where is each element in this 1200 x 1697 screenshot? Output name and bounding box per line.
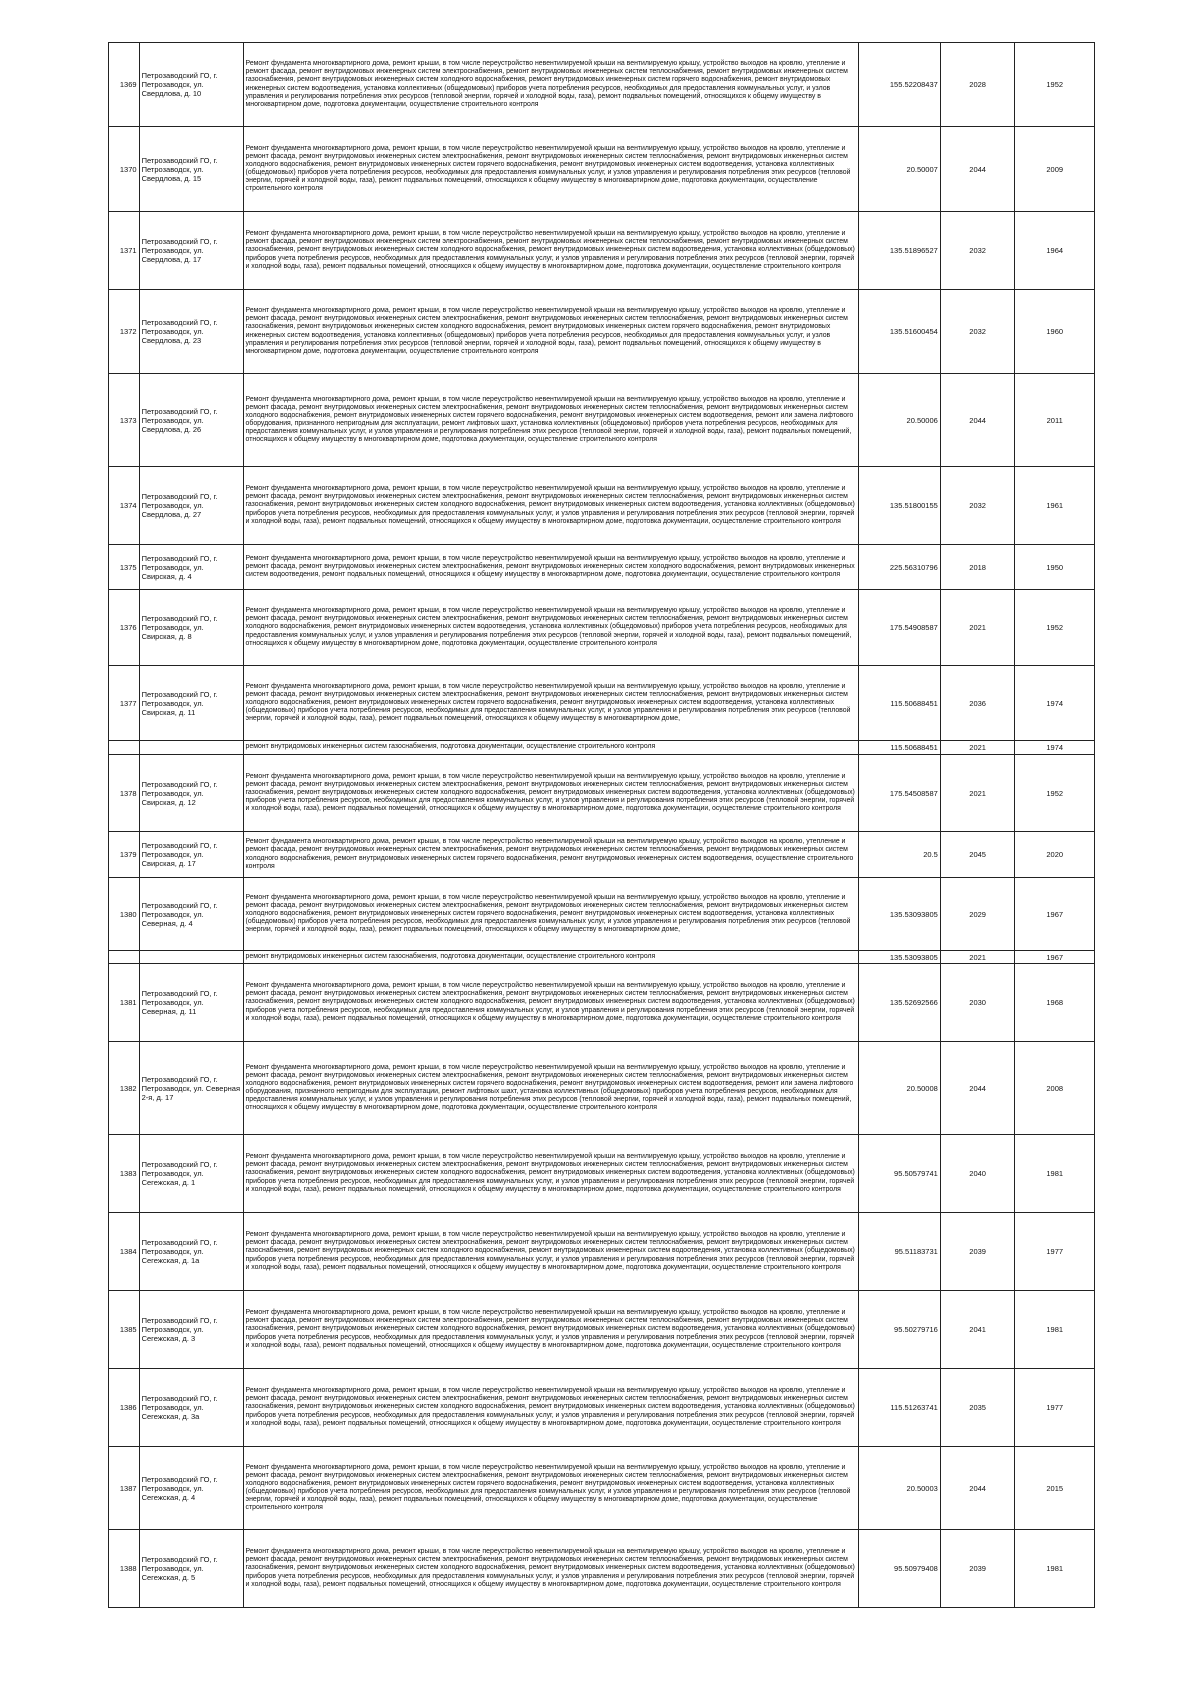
row-number: 1380 xyxy=(109,878,140,951)
table-row xyxy=(109,1135,1095,1213)
row-number: 1369 xyxy=(109,43,140,127)
work-description-cell: Ремонт фундамента многоквартирного дома, ремонт крыши, в том числе переустройство невентилируемой крыши на вентилируемую крышу, устройство выходов на кровлю, утепление и ремонт фасада, ремонт внутридомовых инженерных систем электроснабжения, ремонт внутридомовых инженерных систем теплоснабжения, ремонт внутридомовых инженерных систем газоснабжения, ремонт внутридомовых инженерных систем холодного водоснабжения, ремонт внутридомовых инженерных систем водоотведения, установка коллективных (общедомовых) приборов учета потребления ресурсов, необходимых для предоставления коммунальных услуг, и узлов управления и регулирования потребления этих ресурсов (тепловой энергии, горячей и холодной воды, газа), ремонт подвальных помещений, относящихся к общему имуществу в многоквартирном доме, подготовка документации, осуществление строительного контроля xyxy=(243,467,858,545)
address-cell: Петрозаводский ГО, г. Петрозаводск, ул. Свердлова, д. 15 xyxy=(139,127,243,212)
table-row xyxy=(109,212,1095,290)
work-description-cell: Ремонт фундамента многоквартирного дома, ремонт крыши, в том числе переустройство невентилируемой крыши на вентилируемую крышу, устройство выходов на кровлю, утепление и ремонт фасада, ремонт внутридомовых инженерных систем электроснабжения, ремонт внутридомовых инженерных систем теплоснабжения, ремонт внутридомовых инженерных систем газоснабжения, ремонт внутридомовых инженерных систем холодного водоснабжения, ремонт внутридомовых инженерных систем водоотведения, установка коллективных (общедомовых) приборов учета потребления ресурсов, необходимых для предоставления коммунальных услуг, и узлов управления и регулирования потребления этих ресурсов (тепловой энергии, горячей и холодной воды, газа), ремонт подвальных помещений, относящихся к общему имуществу в многоквартирном доме, подготовка документации, осуществление строительного контроля xyxy=(243,755,858,832)
row-number: 1375 xyxy=(109,545,140,590)
address-cell: Петрозаводский ГО, г. Петрозаводск, ул. Свердлова, д. 23 xyxy=(139,290,243,374)
cost-cell: 95.51183731 xyxy=(858,1213,940,1291)
cost-cell: 135.53093805 xyxy=(858,951,940,964)
cost-cell: 135.53093805 xyxy=(858,878,940,951)
built-year-cell: 2009 xyxy=(1015,127,1095,212)
table-row xyxy=(109,374,1095,467)
register-table-container xyxy=(108,42,1095,1608)
planned-year-cell: 2028 xyxy=(940,43,1015,127)
table-body xyxy=(109,43,1095,1608)
built-year-cell: 1967 xyxy=(1015,951,1095,964)
cost-cell: 95.50279716 xyxy=(858,1291,940,1369)
cost-cell: 20.50006 xyxy=(858,374,940,467)
table-row xyxy=(109,741,1095,755)
row-number: 1378 xyxy=(109,755,140,832)
built-year-cell: 1981 xyxy=(1015,1291,1095,1369)
table-row xyxy=(109,1042,1095,1135)
row-number: 1377 xyxy=(109,666,140,741)
address-cell: Петрозаводский ГО, г. Петрозаводск, ул. Сегежская, д. 4 xyxy=(139,1447,243,1530)
built-year-cell: 1952 xyxy=(1015,755,1095,832)
work-description-cell: Ремонт фундамента многоквартирного дома, ремонт крыши, в том числе переустройство невентилируемой крыши на вентилируемую крышу, устройство выходов на кровлю, утепление и ремонт фасада, ремонт внутридомовых инженерных систем электроснабжения, ремонт внутридомовых инженерных систем теплоснабжения, ремонт внутридомовых инженерных систем газоснабжения, ремонт внутридомовых инженерных систем холодного водоснабжения, ремонт внутридомовых инженерных систем водоотведения, установка коллективных (общедомовых) приборов учета потребления ресурсов, необходимых для предоставления коммунальных услуг, и узлов управления и регулирования потребления этих ресурсов (тепловой энергии, горячей и холодной воды, газа), ремонт подвальных помещений, относящихся к общему имуществу в многоквартирном доме, подготовка документации, осуществление строительного контроля xyxy=(243,1213,858,1291)
cost-cell: 115.50688451 xyxy=(858,741,940,755)
cost-cell: 115.50688451 xyxy=(858,666,940,741)
table-row xyxy=(109,1369,1095,1447)
planned-year-cell: 2041 xyxy=(940,1291,1015,1369)
cost-cell: 175.54908587 xyxy=(858,590,940,666)
work-description-cell: Ремонт фундамента многоквартирного дома, ремонт крыши, в том числе переустройство невентилируемой крыши на вентилируемую крышу, устройство выходов на кровлю, утепление и ремонт фасада, ремонт внутридомовых инженерных систем электроснабжения, ремонт внутридомовых инженерных систем теплоснабжения, ремонт внутридомовых инженерных систем холодного водоснабжения, ремонт внутридомовых инженерных систем горячего водоснабжения, ремонт внутридомовых инженерных систем водоотведения, осуществление строительного контроля xyxy=(243,832,858,878)
address-cell: Петрозаводский ГО, г. Петрозаводск, ул. Свердлова, д. 10 xyxy=(139,43,243,127)
built-year-cell: 1981 xyxy=(1015,1530,1095,1608)
work-description-cell: Ремонт фундамента многоквартирного дома, ремонт крыши, в том числе переустройство невентилируемой крыши на вентилируемую крышу, устройство выходов на кровлю, утепление и ремонт фасада, ремонт внутридомовых инженерных систем электроснабжения, ремонт внутридомовых инженерных систем теплоснабжения, ремонт внутридомовых инженерных систем газоснабжения, ремонт внутридомовых инженерных систем холодного водоснабжения, ремонт внутридомовых инженерных систем водоотведения, установка коллективных (общедомовых) приборов учета потребления ресурсов, необходимых для предоставления коммунальных услуг, и узлов управления и регулирования потребления этих ресурсов (тепловой энергии, горячей и холодной воды, газа), ремонт подвальных помещений, относящихся к общему имуществу в многоквартирном доме, подготовка документации, осуществление строительного контроля xyxy=(243,1135,858,1213)
built-year-cell: 1977 xyxy=(1015,1213,1095,1291)
built-year-cell: 1968 xyxy=(1015,964,1095,1042)
table-row xyxy=(109,755,1095,832)
built-year-cell: 2011 xyxy=(1015,374,1095,467)
row-number: 1383 xyxy=(109,1135,140,1213)
built-year-cell: 1964 xyxy=(1015,212,1095,290)
row-number: 1388 xyxy=(109,1530,140,1608)
cost-cell: 135.51600454 xyxy=(858,290,940,374)
row-number: 1371 xyxy=(109,212,140,290)
cost-cell: 20.5 xyxy=(858,832,940,878)
built-year-cell: 1952 xyxy=(1015,43,1095,127)
row-number: 1384 xyxy=(109,1213,140,1291)
planned-year-cell: 2029 xyxy=(940,878,1015,951)
table-row xyxy=(109,951,1095,964)
built-year-cell: 2015 xyxy=(1015,1447,1095,1530)
cost-cell: 135.51800155 xyxy=(858,467,940,545)
address-cell: Петрозаводский ГО, г. Петрозаводск, ул. Северная 2-я, д. 17 xyxy=(139,1042,243,1135)
address-cell: Петрозаводский ГО, г. Петрозаводск, ул. Свердлова, д. 26 xyxy=(139,374,243,467)
row-number: 1387 xyxy=(109,1447,140,1530)
row-number: 1370 xyxy=(109,127,140,212)
row-number xyxy=(109,951,140,964)
cost-cell: 175.54508587 xyxy=(858,755,940,832)
row-number: 1374 xyxy=(109,467,140,545)
table-row xyxy=(109,127,1095,212)
address-cell: Петрозаводский ГО, г. Петрозаводск, ул. Свирская, д. 4 xyxy=(139,545,243,590)
row-number: 1376 xyxy=(109,590,140,666)
planned-year-cell: 2039 xyxy=(940,1530,1015,1608)
cost-cell: 20.50007 xyxy=(858,127,940,212)
row-number: 1379 xyxy=(109,832,140,878)
address-cell xyxy=(139,741,243,755)
work-description-cell: Ремонт фундамента многоквартирного дома, ремонт крыши, в том числе переустройство невентилируемой крыши на вентилируемую крышу, устройство выходов на кровлю, утепление и ремонт фасада, ремонт внутридомовых инженерных систем электроснабжения, ремонт внутридомовых инженерных систем теплоснабжения, ремонт внутридомовых инженерных систем холодного водоснабжения, ремонт внутридомовых инженерных систем горячего водоснабжения, ремонт внутридомовых инженерных систем водоотведения, установка коллективных (общедомовых) приборов учета потребления ресурсов, необходимых для предоставления коммунальных услуг, и узлов управления и регулирования потребления этих ресурсов (тепловой энергии, горячей и холодной воды, газа), ремонт подвальных помещений, относящихся к общему имуществу в многоквартирном доме, xyxy=(243,878,858,951)
planned-year-cell: 2032 xyxy=(940,212,1015,290)
planned-year-cell: 2044 xyxy=(940,1042,1015,1135)
table-row xyxy=(109,666,1095,741)
built-year-cell: 2020 xyxy=(1015,832,1095,878)
cost-cell: 20.50008 xyxy=(858,1042,940,1135)
work-description-cell: Ремонт фундамента многоквартирного дома, ремонт крыши, в том числе переустройство невентилируемой крыши на вентилируемую крышу, устройство выходов на кровлю, утепление и ремонт фасада, ремонт внутридомовых инженерных систем электроснабжения, ремонт внутридомовых инженерных систем теплоснабжения, ремонт внутридомовых инженерных систем газоснабжения, ремонт внутридомовых инженерных систем холодного водоснабжения, ремонт внутридомовых инженерных систем горячего водоснабжения, ремонт внутридомовых инженерных систем водоотведения, установка коллективных (общедомовых) приборов учета потребления ресурсов, необходимых для предоставления коммунальных услуг, и узлов управления и регулирования потребления этих ресурсов (тепловой энергии, горячей и холодной воды, газа), ремонт подвальных помещений, относящихся к общему имуществу в многоквартирном доме, подготовка документации, осуществление строительного контроля xyxy=(243,290,858,374)
table-row xyxy=(109,290,1095,374)
cost-cell: 95.50579741 xyxy=(858,1135,940,1213)
planned-year-cell: 2035 xyxy=(940,1369,1015,1447)
work-description-cell: ремонт внутридомовых инженерных систем газоснабжения, подготовка документации, осуществление строительного контроля xyxy=(243,951,858,964)
table-row xyxy=(109,1447,1095,1530)
table-row xyxy=(109,1530,1095,1608)
planned-year-cell: 2040 xyxy=(940,1135,1015,1213)
address-cell: Петрозаводский ГО, г. Петрозаводск, ул. Северная, д. 11 xyxy=(139,964,243,1042)
planned-year-cell: 2021 xyxy=(940,951,1015,964)
work-description-cell: Ремонт фундамента многоквартирного дома, ремонт крыши, в том числе переустройство невентилируемой крыши на вентилируемую крышу, устройство выходов на кровлю, утепление и ремонт фасада, ремонт внутридомовых инженерных систем электроснабжения, ремонт внутридомовых инженерных систем теплоснабжения, ремонт внутридомовых инженерных систем газоснабжения, ремонт внутридомовых инженерных систем холодного водоснабжения, ремонт внутридомовых инженерных систем водоотведения, установка коллективных (общедомовых) приборов учета потребления ресурсов, необходимых для предоставления коммунальных услуг, и узлов управления и регулирования потребления этих ресурсов (тепловой энергии, горячей и холодной воды, газа), ремонт подвальных помещений, относящихся к общему имуществу в многоквартирном доме, подготовка документации, осуществление строительного контроля xyxy=(243,1291,858,1369)
row-number xyxy=(109,741,140,755)
table-row xyxy=(109,43,1095,127)
row-number: 1373 xyxy=(109,374,140,467)
planned-year-cell: 2021 xyxy=(940,590,1015,666)
row-number: 1372 xyxy=(109,290,140,374)
address-cell: Петрозаводский ГО, г. Петрозаводск, ул. Сегежская, д. 1 xyxy=(139,1135,243,1213)
address-cell: Петрозаводский ГО, г. Петрозаводск, ул. Свирская, д. 11 xyxy=(139,666,243,741)
table-row xyxy=(109,832,1095,878)
work-description-cell: Ремонт фундамента многоквартирного дома, ремонт крыши, в том числе переустройство невентилируемой крыши на вентилируемую крышу, устройство выходов на кровлю, утепление и ремонт фасада, ремонт внутридомовых инженерных систем электроснабжения, ремонт внутридомовых инженерных систем теплоснабжения, ремонт внутридомовых инженерных систем холодного водоснабжения, ремонт внутридомовых инженерных систем горячего водоснабжения, ремонт внутридомовых инженерных систем водоотведения, ремонт или замена лифтового оборудования, признанного непригодным для эксплуатации, ремонт лифтовых шахт, установка коллективных (общедомовых) приборов учета потребления ресурсов, необходимых для предоставления коммунальных услуг, и узлов управления и регулирования потребления этих ресурсов (тепловой энергии, горячей и холодной воды, газа), ремонт подвальных помещений, относящихся к общему имуществу в многоквартирном доме, подготовка документации, осуществление строительного контроля xyxy=(243,1042,858,1135)
work-description-cell: Ремонт фундамента многоквартирного дома, ремонт крыши, в том числе переустройство невентилируемой крыши на вентилируемую крышу, устройство выходов на кровлю, утепление и ремонт фасада, ремонт внутридомовых инженерных систем электроснабжения, ремонт внутридомовых инженерных систем теплоснабжения, ремонт внутридомовых инженерных систем газоснабжения, ремонт внутридомовых инженерных систем холодного водоснабжения, ремонт внутридомовых инженерных систем водоотведения, установка коллективных (общедомовых) приборов учета потребления ресурсов, необходимых для предоставления коммунальных услуг, и узлов управления и регулирования потребления этих ресурсов (тепловой энергии, горячей и холодной воды, газа), ремонт подвальных помещений, относящихся к общему имуществу в многоквартирном доме, подготовка документации, осуществление строительного контроля xyxy=(243,1369,858,1447)
built-year-cell: 1981 xyxy=(1015,1135,1095,1213)
table-row xyxy=(109,878,1095,951)
built-year-cell: 2008 xyxy=(1015,1042,1095,1135)
planned-year-cell: 2044 xyxy=(940,127,1015,212)
built-year-cell: 1960 xyxy=(1015,290,1095,374)
planned-year-cell: 2045 xyxy=(940,832,1015,878)
address-cell: Петрозаводский ГО, г. Петрозаводск, ул. Свирская, д. 17 xyxy=(139,832,243,878)
cost-cell: 225.56310796 xyxy=(858,545,940,590)
planned-year-cell: 2044 xyxy=(940,374,1015,467)
cost-cell: 135.52692566 xyxy=(858,964,940,1042)
planned-year-cell: 2039 xyxy=(940,1213,1015,1291)
built-year-cell: 1974 xyxy=(1015,666,1095,741)
work-description-cell: Ремонт фундамента многоквартирного дома, ремонт крыши, в том числе переустройство невентилируемой крыши на вентилируемую крышу, устройство выходов на кровлю, утепление и ремонт фасада, ремонт внутридомовых инженерных систем электроснабжения, ремонт внутридомовых инженерных систем теплоснабжения, ремонт внутридомовых инженерных систем холодного водоснабжения, ремонт внутридомовых инженерных систем горячего водоснабжения, ремонт внутридомовых инженерных систем водоотведения, установка коллективных (общедомовых) приборов учета потребления ресурсов, необходимых для предоставления коммунальных услуг, и узлов управления и регулирования потребления этих ресурсов (тепловой энергии, горячей и холодной воды, газа), ремонт подвальных помещений, относящихся к общему имуществу в многоквартирном доме, подготовка документации, осуществление строительного контроля xyxy=(243,1447,858,1530)
address-cell: Петрозаводский ГО, г. Петрозаводск, ул. Северная, д. 4 xyxy=(139,878,243,951)
row-number: 1382 xyxy=(109,1042,140,1135)
table-row xyxy=(109,1291,1095,1369)
planned-year-cell: 2021 xyxy=(940,755,1015,832)
address-cell xyxy=(139,951,243,964)
cost-cell: 115.51263741 xyxy=(858,1369,940,1447)
built-year-cell: 1977 xyxy=(1015,1369,1095,1447)
built-year-cell: 1961 xyxy=(1015,467,1095,545)
work-description-cell: Ремонт фундамента многоквартирного дома, ремонт крыши, в том числе переустройство невентилируемой крыши на вентилируемую крышу, устройство выходов на кровлю, утепление и ремонт фасада, ремонт внутридомовых инженерных систем электроснабжения, ремонт внутридомовых инженерных систем теплоснабжения, ремонт внутридомовых инженерных систем холодного водоснабжения, ремонт внутридомовых инженерных систем горячего водоснабжения, ремонт внутридомовых инженерных систем водоотведения, установка коллективных (общедомовых) приборов учета потребления ресурсов, необходимых для предоставления коммунальных услуг, и узлов управления и регулирования потребления этих ресурсов (тепловой энергии, горячей и холодной воды, газа), ремонт подвальных помещений, относящихся к общему имуществу в многоквартирном доме, подготовка документации, осуществление строительного контроля xyxy=(243,127,858,212)
repair-schedule-table xyxy=(108,42,1095,1608)
work-description-cell: Ремонт фундамента многоквартирного дома, ремонт крыши, в том числе переустройство невентилируемой крыши на вентилируемую крышу, устройство выходов на кровлю, утепление и ремонт фасада, ремонт внутридомовых инженерных систем электроснабжения, ремонт внутридомовых инженерных систем теплоснабжения, ремонт внутридомовых инженерных систем холодного водоснабжения, ремонт внутридомовых инженерных систем горячего водоснабжения, ремонт внутридомовых инженерных систем водоотведения, ремонт или замена лифтового оборудования, признанного непригодным для эксплуатации, ремонт лифтовых шахт, установка коллективных (общедомовых) приборов учета потребления ресурсов, необходимых для предоставления коммунальных услуг, и узлов управления и регулирования потребления этих ресурсов (тепловой энергии, горячей и холодной воды, газа), ремонт подвальных помещений, относящихся к общему имуществу в многоквартирном доме, подготовка документации, осуществление строительного контроля xyxy=(243,374,858,467)
address-cell: Петрозаводский ГО, г. Петрозаводск, ул. Свердлова, д. 27 xyxy=(139,467,243,545)
work-description-cell: Ремонт фундамента многоквартирного дома, ремонт крыши, в том числе переустройство невентилируемой крыши на вентилируемую крышу, устройство выходов на кровлю, утепление и ремонт фасада, ремонт внутридомовых инженерных систем электроснабжения, ремонт внутридомовых инженерных систем холодного водоснабжения, ремонт внутридомовых инженерных систем водоотведения, ремонт подвальных помещений, относящихся к общему имуществу в многоквартирном доме, подготовка документации, осуществление строительного контроля xyxy=(243,545,858,590)
built-year-cell: 1967 xyxy=(1015,878,1095,951)
table-row xyxy=(109,467,1095,545)
planned-year-cell: 2018 xyxy=(940,545,1015,590)
row-number: 1386 xyxy=(109,1369,140,1447)
work-description-cell: Ремонт фундамента многоквартирного дома, ремонт крыши, в том числе переустройство невентилируемой крыши на вентилируемую крышу, устройство выходов на кровлю, утепление и ремонт фасада, ремонт внутридомовых инженерных систем электроснабжения, ремонт внутридомовых инженерных систем теплоснабжения, ремонт внутридомовых инженерных систем холодного водоснабжения, ремонт внутридомовых инженерных систем водоотведения, установка коллективных (общедомовых) приборов учета потребления ресурсов, необходимых для предоставления коммунальных услуг, и узлов управления и регулирования потребления этих ресурсов (тепловой энергии, горячей и холодной воды, газа), ремонт подвальных помещений, относящихся к общему имуществу в многоквартирном доме, подготовка документации, осуществление строительного контроля xyxy=(243,590,858,666)
cost-cell: 135.51896527 xyxy=(858,212,940,290)
address-cell: Петрозаводский ГО, г. Петрозаводск, ул. Сегежская, д. 1а xyxy=(139,1213,243,1291)
planned-year-cell: 2032 xyxy=(940,467,1015,545)
work-description-cell: ремонт внутридомовых инженерных систем газоснабжения, подготовка документации, осуществление строительного контроля xyxy=(243,741,858,755)
cost-cell: 95.50979408 xyxy=(858,1530,940,1608)
planned-year-cell: 2044 xyxy=(940,1447,1015,1530)
work-description-cell: Ремонт фундамента многоквартирного дома, ремонт крыши, в том числе переустройство невентилируемой крыши на вентилируемую крышу, устройство выходов на кровлю, утепление и ремонт фасада, ремонт внутридомовых инженерных систем электроснабжения, ремонт внутридомовых инженерных систем теплоснабжения, ремонт внутридомовых инженерных систем газоснабжения, ремонт внутридомовых инженерных систем холодного водоснабжения, ремонт внутридомовых инженерных систем водоотведения, установка коллективных (общедомовых) приборов учета потребления ресурсов, необходимых для предоставления коммунальных услуг, и узлов управления и регулирования потребления этих ресурсов (тепловой энергии, горячей и холодной воды, газа), ремонт подвальных помещений, относящихся к общему имуществу в многоквартирном доме, подготовка документации, осуществление строительного контроля xyxy=(243,964,858,1042)
work-description-cell: Ремонт фундамента многоквартирного дома, ремонт крыши, в том числе переустройство невентилируемой крыши на вентилируемую крышу, устройство выходов на кровлю, утепление и ремонт фасада, ремонт внутридомовых инженерных систем электроснабжения, ремонт внутридомовых инженерных систем теплоснабжения, ремонт внутридомовых инженерных систем холодного водоснабжения, ремонт внутридомовых инженерных систем горячего водоснабжения, ремонт внутридомовых инженерных систем водоотведения, установка коллективных (общедомовых) приборов учета потребления ресурсов, необходимых для предоставления коммунальных услуг, и узлов управления и регулирования потребления этих ресурсов (тепловой энергии, горячей и холодной воды, газа), ремонт подвальных помещений, относящихся к общему имуществу в многоквартирном доме, xyxy=(243,666,858,741)
cost-cell: 20.50003 xyxy=(858,1447,940,1530)
address-cell: Петрозаводский ГО, г. Петрозаводск, ул. Сегежская, д. 3а xyxy=(139,1369,243,1447)
work-description-cell: Ремонт фундамента многоквартирного дома, ремонт крыши, в том числе переустройство невентилируемой крыши на вентилируемую крышу, устройство выходов на кровлю, утепление и ремонт фасада, ремонт внутридомовых инженерных систем электроснабжения, ремонт внутридомовых инженерных систем теплоснабжения, ремонт внутридомовых инженерных систем газоснабжения, ремонт внутридомовых инженерных систем холодного водоснабжения, ремонт внутридомовых инженерных систем водоотведения, установка коллективных (общедомовых) приборов учета потребления ресурсов, необходимых для предоставления коммунальных услуг, и узлов управления и регулирования потребления этих ресурсов (тепловой энергии, горячей и холодной воды, газа), ремонт подвальных помещений, относящихся к общему имуществу в многоквартирном доме, подготовка документации, осуществление строительного контроля xyxy=(243,1530,858,1608)
address-cell: Петрозаводский ГО, г. Петрозаводск, ул. Сегежская, д. 3 xyxy=(139,1291,243,1369)
row-number: 1381 xyxy=(109,964,140,1042)
cost-cell: 155.52208437 xyxy=(858,43,940,127)
planned-year-cell: 2032 xyxy=(940,290,1015,374)
row-number: 1385 xyxy=(109,1291,140,1369)
table-row xyxy=(109,1213,1095,1291)
table-row xyxy=(109,545,1095,590)
planned-year-cell: 2030 xyxy=(940,964,1015,1042)
planned-year-cell: 2036 xyxy=(940,666,1015,741)
work-description-cell: Ремонт фундамента многоквартирного дома, ремонт крыши, в том числе переустройство невентилируемой крыши на вентилируемую крышу, устройство выходов на кровлю, утепление и ремонт фасада, ремонт внутридомовых инженерных систем электроснабжения, ремонт внутридомовых инженерных систем теплоснабжения, ремонт внутридомовых инженерных систем газоснабжения, ремонт внутридомовых инженерных систем холодного водоснабжения, ремонт внутридомовых инженерных систем горячего водоснабжения, ремонт внутридомовых инженерных систем водоотведения, установка коллективных (общедомовых) приборов учета потребления ресурсов, необходимых для предоставления коммунальных услуг, и узлов управления и регулирования потребления этих ресурсов (тепловой энергии, горячей и холодной воды, газа), ремонт подвальных помещений, относящихся к общему имуществу в многоквартирном доме, подготовка документации, осуществление строительного контроля xyxy=(243,43,858,127)
built-year-cell: 1974 xyxy=(1015,741,1095,755)
address-cell: Петрозаводский ГО, г. Петрозаводск, ул. Свирская, д. 8 xyxy=(139,590,243,666)
address-cell: Петрозаводский ГО, г. Петрозаводск, ул. Свирская, д. 12 xyxy=(139,755,243,832)
planned-year-cell: 2021 xyxy=(940,741,1015,755)
work-description-cell: Ремонт фундамента многоквартирного дома, ремонт крыши, в том числе переустройство невентилируемой крыши на вентилируемую крышу, устройство выходов на кровлю, утепление и ремонт фасада, ремонт внутридомовых инженерных систем электроснабжения, ремонт внутридомовых инженерных систем теплоснабжения, ремонт внутридомовых инженерных систем газоснабжения, ремонт внутридомовых инженерных систем холодного водоснабжения, ремонт внутридомовых инженерных систем водоотведения, установка коллективных (общедомовых) приборов учета потребления ресурсов, необходимых для предоставления коммунальных услуг, и узлов управления и регулирования потребления этих ресурсов (тепловой энергии, горячей и холодной воды, газа), ремонт подвальных помещений, относящихся к общему имуществу в многоквартирном доме, подготовка документации, осуществление строительного контроля xyxy=(243,212,858,290)
address-cell: Петрозаводский ГО, г. Петрозаводск, ул. Свердлова, д. 17 xyxy=(139,212,243,290)
table-row xyxy=(109,590,1095,666)
address-cell: Петрозаводский ГО, г. Петрозаводск, ул. Сегежская, д. 5 xyxy=(139,1530,243,1608)
built-year-cell: 1950 xyxy=(1015,545,1095,590)
table-row xyxy=(109,964,1095,1042)
built-year-cell: 1952 xyxy=(1015,590,1095,666)
